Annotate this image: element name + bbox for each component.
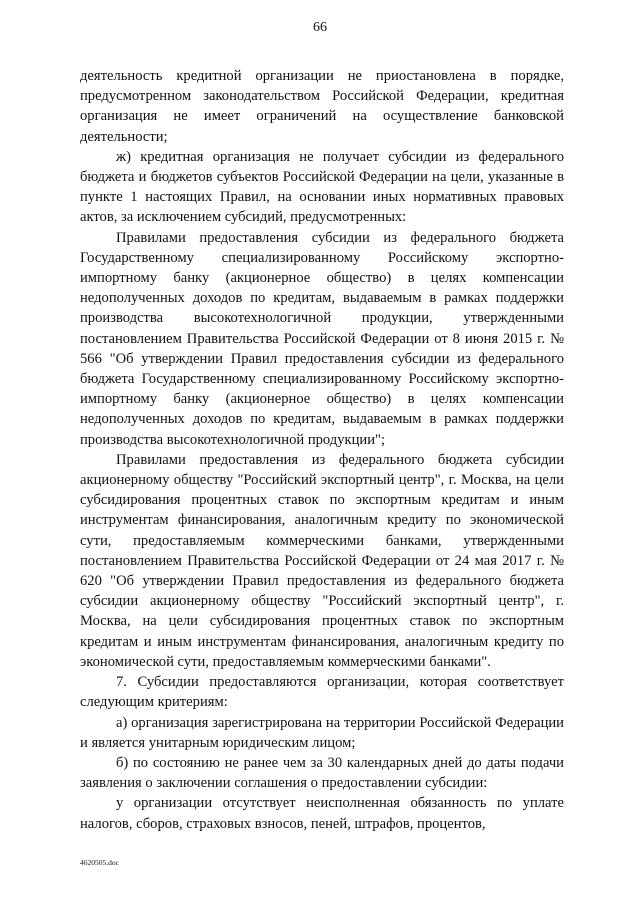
paragraph-rec-rules: Правилами предоставления из федерального бюджета субсидии акционерному обществу "Российский экспортный центр", г. Москва, на цели субсидирования процентных ставок по экспортным кредитам и иным инструментам финансирования, аналогичным кредиту по экономической сути, предоставляемым коммерческими банками, утвержденными постановлением Правительства Российской Федерации от 24 мая 2017 г. № 620 "Об утверждении Правил предоставления из федерального бюджета субсидии акционерному обществу "Российский экспортный центр", г. Москва, на цели субсидирования процентных ставок по экспортным кредитам и иным инструментам финансирования, аналогичным кредиту по экономической сути, предоставляемым коммерческими банками". [80, 451, 564, 670]
paragraph-eximbank-rules: Правилами предоставления субсидии из федерального бюджета Государственному специализированному Российскому экспортно-импортному банку (акционерное общество) в целях компенсации недополученных доходов по кредитам, выдаваемым в рамках поддержки производства высокотехнологичной продукции, утвержденными постановлением Правительства Российской Федерации от 8 июня 2015 г. № 566 "Об утверждении Правил предоставления субсидии из федерального бюджета Государственному специализированному Российскому экспортно-импортному банку (акционерное общество) в целях компенсации недополученных доходов по кредитам, выдаваемым в рамках поддержки производства высокотехнологичной продукции"; [80, 229, 564, 448]
paragraph-tax-obligation: у организации отсутствует неисполненная обязанность по уплате налогов, сборов, страховых взносов, пеней, штрафов, процентов, [80, 795, 564, 832]
paragraph-clause-zh: ж) кредитная организация не получает субсидии из федерального бюджета и бюджетов субъектов Российской Федерации на цели, указанные в пункте 1 настоящих Правил, на основании иных нормативных правовых актов, за исключением субсидий, предусмотренных: [80, 148, 564, 226]
footer-file-code: 4620505.doc [80, 858, 119, 867]
paragraph-bank-activity: деятельность кредитной организации не приостановлена в порядке, предусмотренном законодательством Российской Федерации, кредитная организация не имеет ограничений на осуществление банковской деятельности; [80, 68, 564, 145]
paragraph-criterion-b: б) по состоянию не ранее чем за 30 календарных дней до даты подачи заявления о заключении соглашения о предоставлении субсидии: [80, 754, 564, 792]
page-number: 66 [313, 20, 327, 35]
paragraph-section-7: 7. Субсидии предоставляются организации, которая соответствует следующим критериям: [80, 674, 564, 711]
paragraph-criterion-a: а) организация зарегистрирована на территории Российской Федерации и является унитарным юридическим лицом; [80, 714, 564, 751]
document-body [80, 66, 564, 834]
